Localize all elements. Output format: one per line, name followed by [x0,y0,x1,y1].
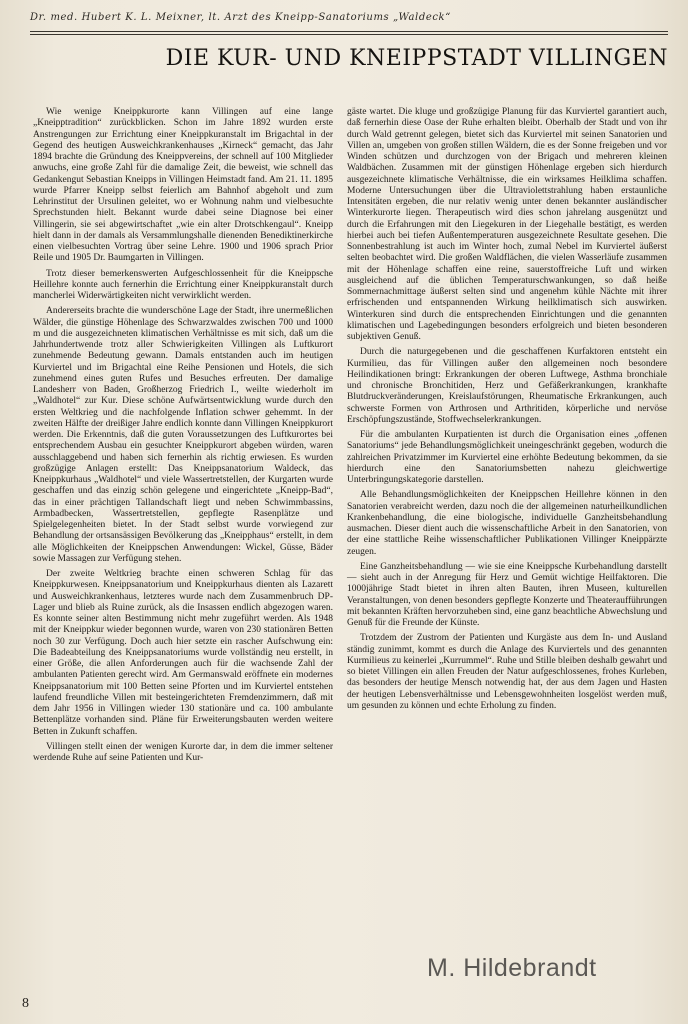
paragraph: Durch die naturgegebenen und die geschaffenen Kurfaktoren entsteht ein Kurmilieu, das für Villingen außer den allgemeinen noch besondere Heilindikationen bringt: Erkrankungen der oberen Luftwege, Asthma bronchiale und chronische Bronchitiden, Herz und Gefäßerkrankungen, krankhafte Blutdruckveränderungen, Kreislaufstörungen, Rheumatische Erkrankungen, auch schwerste Formen von Arthrosen und Arthritiden, körperliche und nervöse Erschöpfungszustände, Stoffwechselerkrankungen. [347,347,667,425]
paragraph: Villingen stellt einen der wenigen Kurorte dar, in dem die immer seltener werdende Ruhe auf seine Patienten und Kur- [33,741,333,763]
paragraph: Wie wenige Kneippkurorte kann Villingen auf eine lange „Kneipptradition“ zurückblicken. Schon im Jahre 1892 wurden erste Anstrengungen zur Errichtung einer Kneippkuranstalt im Brigachtal in der Gegend des heutigen Ausweichkrankenhauses „Kirneck“ gemacht, das Jahr 1894 brachte die Gründung des Kneippvereins, der schnell auf 100 Mitglieder anwuchs, eine große Zahl für die damalige Zeit, die beweist, wie schnell das Gedankengut Sebastian Kneipps in Villingen Heimstadt fand. Am 21. 11. 1895 wurde Pfarrer Kneipp selbst feierlich am Bahnhof abgeholt und zum Lehrinstitut der Ursulinen geleitet, wo er Wohnung nahm und vielbesuchte Sprechstunden hielt. Bekannt wurde dabei seine Diagnose bei einer Villingerin, sie sei abgewirtschaftet „wie ein alter Drotschkengaul“. Kneipp hielt dann in der damals als Versammlungshalle dienenden Benediktinerkirche einen vielbesuchten Vortrag über seine Lehre. 1900 und 1906 sprach Prior Reile und 1905 Dr. Baumgarten in Villingen. [33,107,333,264]
paragraph: Andererseits brachte die wunderschöne Lage der Stadt, ihre unermeßlichen Wälder, die günstige Höhenlage des Schwarzwaldes zwischen 700 und 1000 m und die ausgezeichneten klimatischen Verhältnisse es mit sich, daß um die Jahrhundertwende trotz aller Schwierigkeiten Villingen als Luftkurort zunehmende Bedeutung gewann. Damals entstanden auch im heutigen Kurviertel und im Brigachtal eine Reihe Pensionen und Hotels, die sich zunehmend eines guten Rufes und Besuches erfreuten. Der damalige Landesherr von Baden, Großherzog Friedrich I., weilte wiederholt im „Waldhotel“ zur Kur. Diese schöne Aufwärtsentwicklung wurde durch den ersten Weltkrieg und die nachfolgende Inflation schwer gehemmt. In der zweiten Hälfte der dreißiger Jahre endlich konnte dann Villingen Kneippkurort werden. Die Erkenntnis, daß die guten Voraussetzungen des Luftkurortes bei entsprechendem Ausbau ein gesuchter Kneippkurort abgeben würden, waren ausschlaggebend und haben sich fernerhin als richtig erwiesen. Es wurden großzügige Anlagen erstellt: Das Kneippsanatorium Waldeck, das Kneippkurhaus „Waldhotel“ und viele Wassertretstellen, der Kurgarten wurde geschaffen und das einzig schön gelegene und eingerichtete „Kneipp-Bad“, das in einer prächtigen Tallandschaft liegt und neben Schwimmbassins, Armbadbecken, Wassertretstellen, gepflegte Rasenplätze und Spielgelegenheiten bietet. In der Stadt selbst wurde vorwiegend zur Behandlung der ortsansässigen Bevölkerung das „Kneipphaus“ erstellt, in dem alle Möglichkeiten der Kneippschen Anwendungen: Wickel, Güsse, Bäder sowie Massagen zur Verfügung stehen. [33,306,333,564]
paragraph: Trotzdem der Zustrom der Patienten und Kurgäste aus dem In- und Ausland ständig zunimmt, kommt es durch die Anlage des Kurviertels und des genannten Kurmilieus zu keinerlei „Kurrummel“. Ruhe und Stille bleiben deshalb gewahrt und so bietet Villingen ein allen Freuden der Natur aufgeschlossenes, frohes Kurleben, das besonders der heutige Mensch notwendig hat, der aus dem Jagen und Hasten der heutigen Lebensverhältnisse und Lebensgewohnheiten losgelöst werden muß, um gesunden zu können und echte Erholung zu finden. [347,633,668,711]
paragraph: Alle Behandlungsmöglichkeiten der Kneippschen Heillehre können in den Sanatorien verabreicht werden, dazu noch die der allgemeinen naturheilkundlichen Krankenbehandlung, die eine biologische, individuelle Ganzheitsbehandlung ausmachen. Dieser dient auch die wissenschaftliche Arbeit in den Sanatorien, von der eine stattliche Reihe wissenschaftlicher Publikationen Villinger Kneippärzte zeugen. [347,490,667,557]
page-number: 8 [22,996,29,1011]
article-left-column [33,107,333,768]
article-right-column [347,107,667,716]
watermark-text: M. Hildebrandt [427,954,597,982]
paragraph: Eine Ganzheitsbehandlung — wie sie eine Kneippsche Kurbehandlung darstellt — sieht auch in der Anregung für Herz und Gemüt wichtige Heilfaktoren. Die 1000jährige Stadt bietet in ihren alten Bauten, ihren Museen, kulturellen Veranstaltungen, von denen besonders gepflegte Konzerte und Theateraufführungen mit bekannten Kräften hervorzuheben sind, eine ganz beachtliche Abwechslung und Genuß für die Freunde der Künste. [347,561,667,628]
paragraph: Der zweite Weltkrieg brachte einen schweren Schlag für das Kneippkurwesen. Kneippsanatorium und Kneippkurhaus dienten als Lazarett und Ausweichkrankenhaus, letzteres wurde nach dem Zusammenbruch DP-Lager und blieb als Ruine zurück, als die Insassen endlich abgezogen waren. Es konnte seiner alten Bestimmung nicht mehr zugeführt werden. Als 1948 mit der Kneippkur wieder begonnen wurde, waren von 230 stationären Betten noch 30 zur Verfügung. Doch auch hier setzte ein rascher Aufschwung ein: Die Badeabteilung des Kneippsanatoriums wurde vollständig neu erstellt, in einer Größe, die allen Anforderungen auch für die wachsende Zahl der ambulanten Patienten gerecht wird. Am Germanswald eröffnete ein modernes Kneippsanatorium mit 100 Betten seine Pforten und im Kurviertel entstehen laufend freundliche Villen mit besteingerichteten Fremdenzimmern, daß mit dem Jahr 1956 in Villingen wieder 130 stationäre und ca. 100 ambulante Bettenplätze vorhanden sind. Pläne für Erweiterungsbauten werden weitere Betten in Zukunft schaffen. [33,569,333,737]
header-rule-bottom [30,34,668,35]
header-rule-top [30,31,668,32]
paragraph: gäste wartet. Die kluge und großzügige Planung für das Kurviertel garantiert auch, daß fernerhin diese Oase der Ruhe erhalten bleibt. Oberhalb der Stadt und von ihr durch Wald getrennt gelegen, bietet sich das Kurviertel mit seinen Sanatorien und Villen an, umgeben von großen stillen Wäldern, die es der Sonne freigeben und vor Winden schützen und durchzogen von der Brigach und mehreren kleinen Waldbächen. Zusammen mit der günstigen Höhenlage ergeben sich hierdurch ausgezeichnete klimatische Verhältnisse, die ein wirksames Heilklima schaffen. Moderne Untersuchungen über die Ultraviolettstrahlung haben erstaunliche Intensitäten ergeben, die nur relativ wenig unter denen bekannter ausländischer Winterkurorte liegen. Therapeutisch wird dies schon jahrelang ausgenützt und durch die Erfahrungen mit den Liegekuren in der Liegehalle bestätigt, es werden hierbei auch bei tiefen Außentemperaturen ausgezeichnete Resultate gesehen. Die Sonnenbestrahlung ist auch im Winter hoch, zumal Nebel im Kurviertel äußerst selten beobachtet wird. Die großen Waldflächen, die vielen Wasserläufe zusammen mit der Höhenlage schaffen eine reine, sauerstoffreiche Luft und wirken ausgleichend auf die üblichen Temperaturschwankungen, so daß heiße Sommernachmittage äußerst selten sind und angenehm kühle Nächte mit ihrer erfrischenden und entspannenden Wirkung heilklimatisch sich auswirken. Winterkuren sind durch die entsprechenden Einrichtungen und die genannten klimatischen und Lagebedingungen besonders erfolgreich und bieten besonderen subjektiven Genuß. [347,107,667,342]
article-title: DIE KUR- UND KNEIPPSTADT VILLINGEN [165,46,668,71]
paragraph: Für die ambulanten Kurpatienten ist durch die Organisation eines „offenen Sanatoriums“ jede Behandlungsmöglichkeit uneingeschränkt gegeben, wodurch die zahlreichen Privatzimmer im Kurviertel eine erhöhte Bedeutung bekommen, da sie hierdurch eine den Sanatoriumsbetten nahezu gleichwertige Unterbringungskategorie darstellen. [347,430,667,485]
author-line: Dr. med. Hubert K. L. Meixner, lt. Arzt des Kneipp-Sanatoriums „Waldeck“ [30,12,451,23]
paragraph: Trotz dieser bemerkenswerten Aufgeschlossenheit für die Kneippsche Heillehre konnte auch fernerhin die Errichtung einer Kneippkuranstalt durch mancherlei Widerwärtigkeiten nicht verwirklicht werden. [33,268,333,301]
